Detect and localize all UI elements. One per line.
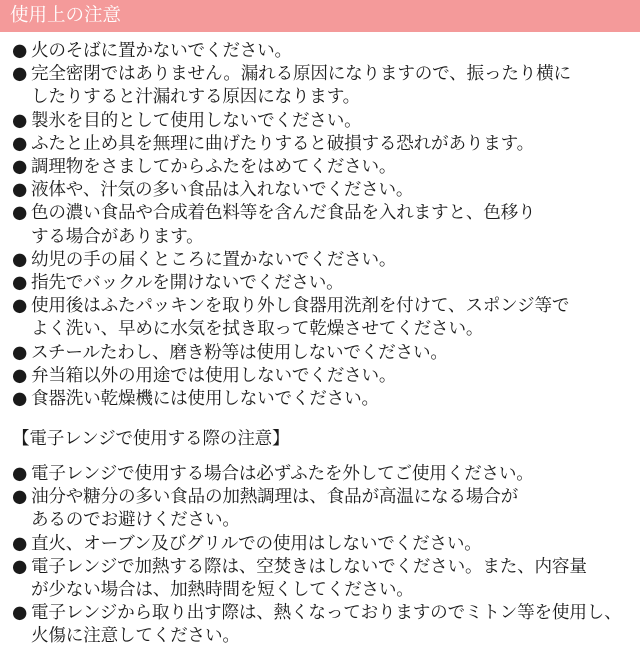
list-item-text [31,556,636,602]
list-item [12,40,636,63]
list-item [12,602,636,648]
list-item-line: 食器洗い乾燥機には使用しないでください。 [31,389,379,410]
list-item-line: 液体や、汁気の多い食品は入れないでください。 [31,180,414,201]
list-item-line: 完全密閉ではありません。漏れる原因になりますので、振ったり横に [31,64,571,85]
bullet-icon: ● [12,249,28,270]
list-item-text [31,202,636,248]
list-item-line: 製氷を目的として使用しないでください。 [31,110,362,131]
list-item-line: 幼児の手の届くところに置かないでください。 [31,249,397,270]
bullet-icon: ● [12,296,28,317]
list-item-line: する場合があります。 [31,226,204,247]
list-item-line: 油分や糖分の多い食品の加熱調理は、食品が高温になる場合が [31,487,519,508]
bullet-icon: ● [12,180,28,201]
list-item [12,365,636,388]
list-item-line: よく洗い、早めに水気を拭き取って乾燥させてください。 [31,319,484,340]
list-item-text [31,249,636,272]
list-item-line: したりすると汁漏れする原因になります。 [31,87,361,108]
precautions-list [12,40,636,411]
list-item-line: 火のそばに置かないでください。 [31,41,292,61]
list-item [12,156,636,179]
list-item [12,110,636,133]
list-item-line: が少ない場合は、加熱時間を短くしてください。 [31,580,414,601]
bullet-icon: ● [12,603,28,624]
microwave-precautions-list [12,463,636,649]
list-item [12,342,636,365]
list-item-line: 調理物をさましてからふたをはめてください。 [31,157,397,178]
bullet-icon: ● [12,110,28,131]
list-item-text [31,156,636,179]
bullet-icon: ● [12,273,28,294]
list-item-line: 直火、オーブン及びグリルでの使用はしないでください。 [31,533,482,554]
list-item-line: スチールたわし、磨き粉等は使用しないでください。 [31,342,448,363]
list-item-text [31,533,636,556]
list-item-text [31,295,636,341]
list-item-text [31,388,636,411]
list-item-line: 弁当箱以外の用途では使用しないでください。 [31,365,397,386]
list-item-text [31,110,636,133]
list-item-text [31,179,636,202]
microwave-section-heading: 【電子レンジで使用する際の注意】 [12,429,290,449]
list-item [12,533,636,556]
bullet-icon: ● [12,133,28,154]
list-item-line: 火傷に注意してください。 [31,626,240,647]
header-bar [0,0,640,32]
list-item-text [31,342,636,365]
bullet-icon: ● [12,533,28,554]
list-item-text [31,486,636,532]
list-item-text [31,63,636,109]
list-item-text [31,602,636,648]
list-item-text [31,133,636,156]
list-item [12,486,636,532]
list-item-line: ふたと止め具を無理に曲げたりすると破損する恐れがあります。 [31,133,535,154]
bullet-icon: ● [12,342,28,363]
list-item [12,249,636,272]
list-item-text [31,272,636,295]
list-item [12,63,636,109]
bullet-icon: ● [12,556,28,577]
list-item [12,179,636,202]
list-item [12,388,636,411]
list-item-line: 指先でバックルを開けないでください。 [31,273,344,294]
list-item-line: 電子レンジで使用する場合は必ずふたを外してご使用ください。 [31,464,534,484]
list-item [12,295,636,341]
bullet-icon: ● [12,487,28,508]
bullet-icon: ● [12,464,28,484]
list-item-line: 電子レンジから取り出す際は、熱くなっておりますのでミトン等を使用し、 [31,603,622,624]
list-item [12,202,636,248]
list-item [12,272,636,295]
list-item-text [31,463,636,486]
list-item-text [31,365,636,388]
bullet-icon: ● [12,64,28,85]
list-item [12,463,636,486]
bullet-icon: ● [12,365,28,386]
list-item [12,133,636,156]
bullet-icon: ● [12,203,28,224]
list-item [12,556,636,602]
list-item-line: 電子レンジで加熱する際は、空焚きはしないでください。また、内容量 [31,556,587,577]
bullet-icon: ● [12,41,28,61]
bullet-icon: ● [12,389,28,410]
list-item-line: 色の濃い食品や合成着色料等を含んだ食品を入れますと、色移り [31,203,536,224]
list-item-text [31,40,636,63]
page-title: 使用上の注意 [10,5,122,26]
list-item-line: 使用後はふたパッキンを取り外し食器用洗剤を付けて、スポンジ等で [31,296,570,317]
bullet-icon: ● [12,157,28,178]
list-item-line: あるのでお避けください。 [31,510,240,531]
